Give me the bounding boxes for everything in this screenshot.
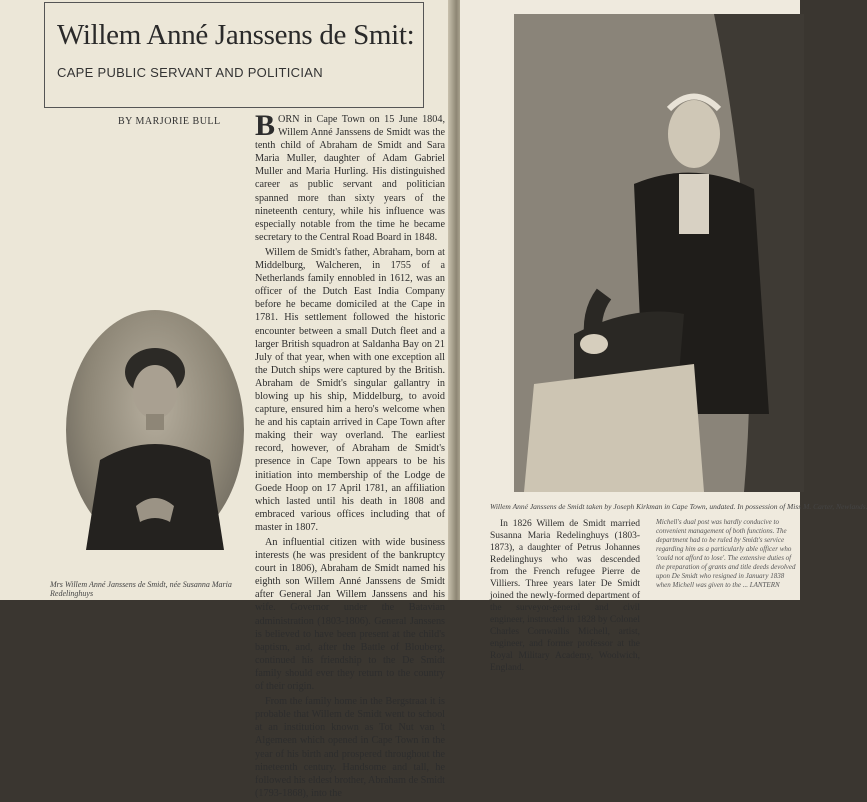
right-page [460, 0, 867, 673]
portrait-photo-man [514, 14, 804, 492]
byline: BY MARJORIE BULL [118, 116, 221, 127]
drop-cap: B [255, 109, 276, 142]
article-title: Willem Anné Janssens de Smit: [57, 19, 415, 51]
article-body [255, 109, 446, 802]
paragraph-1: BORN in Cape Town on 15 June 1804, Willem Anné Janssens de Smidt was the tenth child of Abraham de Smidt and Sara Maria Muller, daughter of Adam Gabriel Muller and Maria Hurling. His distinguished career as public servant and politician spanned more than sixty years of the nineteenth century, while his influence was especially notable from the time he became secretary to the Central Road Board in 1848. [255, 109, 445, 243]
paragraph-2: Willem de Smidt's father, Abraham, born at Middelburg, Walcheren, in 1755 of a Netherlands family ennobled in 1612, was an officer of the Dutch East India Company before he became domiciled at the Cape in 1781. His settlement followed the historic encounter between a small Dutch fleet and a larger British squadron at Saldanha Bay on 21 July of that year, when with one exception all the Dutch ships were captured by the British. Abraham de Smidt's singular gallantry in blowing up his ship, Middelburg, to avoid capture, ensured him a hero's welcome when he and his captain arrived in Cape Town after making their way overland. The earliest record, however, of Abraham de Smidt's presence in Cape Town appears to be his initiation into membership of the Lodge de Goede Hoop on 17 April 1781, an affiliation which lasted until his death in 1808 and embraced various offices including that of master in 1807. [255, 246, 445, 533]
article-subtitle: CAPE PUBLIC SERVANT AND POLITICIAN [57, 65, 323, 80]
portrait-photo-woman [66, 310, 244, 550]
right-column-text-2 [656, 518, 796, 590]
right-caption: Willem Anné Janssens de Smidt taken by Joseph Kirkman in Cape Town, undated. In possession of Miss M. Carter, Newlands. [490, 502, 867, 511]
right-paragraph-1: In 1826 Willem de Smidt married Susanna Maria Redelinghuys (1803-1873), a daughter of Petrus Johannes Redelinghuys who was descended from the French refugee Pierre de Villiers. Three years later De Smidt joined the newly-formed department of the surveyor-general and civil engineer, instructed in 1828 by Colonel Charles Cornwallis Michell, artist, engineer, and former professor at the Royal Military Academy, Woolwich, England. [490, 519, 641, 673]
right-column-text [490, 518, 640, 674]
title-box [44, 2, 424, 108]
left-caption: Mrs Willem Anné Janssens de Smidt, née Susanna Maria Redelinghuys [50, 580, 232, 598]
paragraph-3: An influential citizen with wide business interests (he was president of the bankruptcy court in 1806), Abraham de Smidt named his eighth son Willem Anné Janssens de Smidt after General Jan Willem Janssens and his wife. Governor under the Batavian administration (1803-1806). General Janssens is believed to have been present at the child's baptism, and, after the Battle of Blouberg, continued his friendship to the De Smidt family should ever they return to the country of their origin. [255, 537, 445, 693]
paragraph-4: From the family home in the Bergstraat it is probable that Willem de Smidt went to school at an institution known as Tot Nut van 't Algemeen which opened in Cape Town in the year of his birth and prospered throughout the nineteenth century. Handsome and tall, he followed his eldest brother, Abraham de Smidt (1793-1868), into the [255, 696, 446, 799]
right-paragraph-2: Michell's dual post was hardly conducive to convenient management of both functions. The department had to be ruled by Smidt's service regarding him as a particularly able officer who 'could not afford to lose'. The extensive duties of the preparation of grants and title deeds devolved upon De Smidt who resigned in January 1838 when Michell was given to the ... LANTERN [656, 518, 796, 589]
